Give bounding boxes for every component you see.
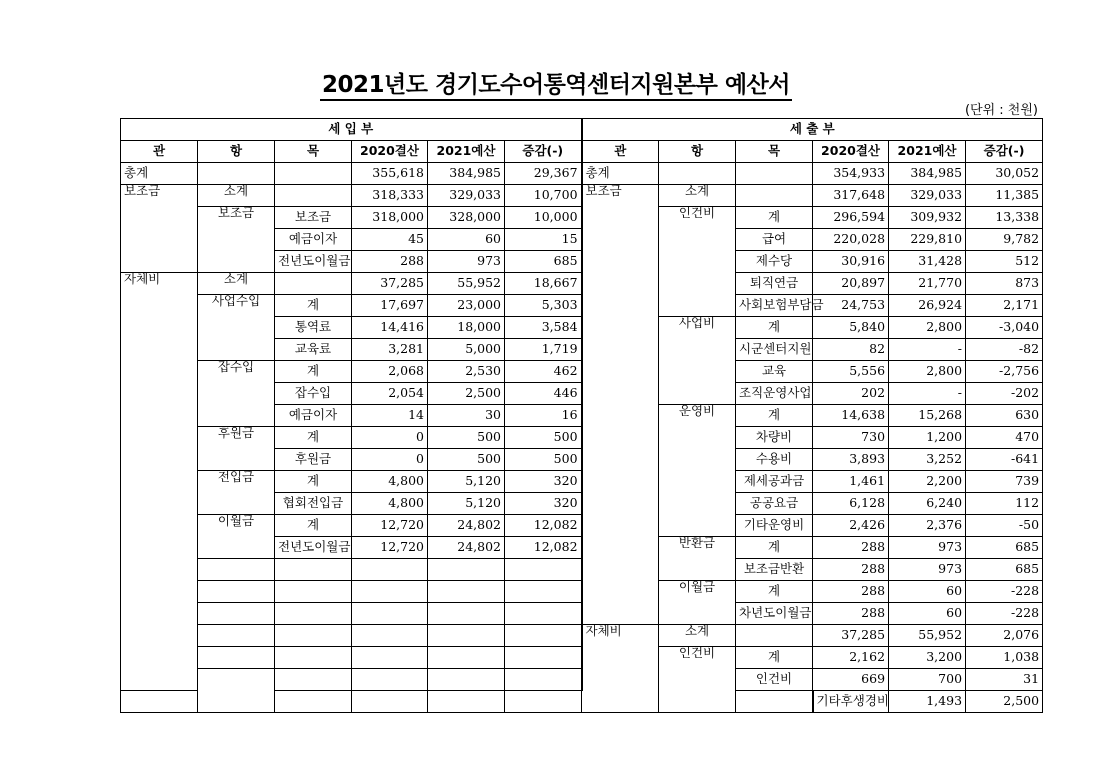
expense-item-cell: 이월금 — [659, 581, 736, 625]
income-settled-2020-cell — [352, 603, 428, 625]
income-settled-2020-cell — [352, 581, 428, 603]
income-settled-2020-cell — [352, 559, 428, 581]
income-change-cell: 3,584 — [505, 317, 582, 339]
expense-subitem-cell: 수용비 — [736, 449, 813, 471]
expense-budget-2021-cell: 973 — [889, 537, 966, 559]
income-subitem-cell: 계 — [275, 295, 352, 317]
column-header-row — [121, 141, 1043, 163]
expense-settled-2020-cell: 288 — [813, 537, 889, 559]
expense-item-cell — [659, 163, 736, 185]
expense-settled-2020-cell: 317,648 — [813, 185, 889, 207]
expense-category-cell: 보조금 — [582, 185, 659, 625]
income-header-0: 관 — [121, 141, 198, 163]
expense-subitem-cell: 교육 — [736, 361, 813, 383]
expense-budget-2021-cell: 15,268 — [889, 405, 966, 427]
income-item-cell: 보조금 — [198, 207, 275, 273]
expense-subitem-cell: 사회보험부담금 — [736, 295, 813, 317]
expense-budget-2021-cell: 3,252 — [889, 449, 966, 471]
income-subitem-cell — [275, 581, 352, 603]
income-item-cell: 소계 — [198, 185, 275, 207]
income-change-cell — [505, 647, 582, 669]
income-change-cell: 15 — [505, 229, 582, 251]
expense-header-0: 관 — [582, 141, 659, 163]
expense-subitem-cell: 보조금반환 — [736, 559, 813, 581]
income-item-cell: 사업수입 — [198, 295, 275, 361]
expense-item-cell: 소계 — [659, 625, 736, 647]
income-change-cell: 29,367 — [505, 163, 582, 185]
expense-change-cell: 9,782 — [966, 229, 1043, 251]
expense-subitem-cell: 계 — [736, 317, 813, 339]
expense-budget-2021-cell: - — [889, 383, 966, 405]
expense-budget-2021-cell: 6,240 — [889, 493, 966, 515]
expense-budget-2021-cell: 2,800 — [889, 361, 966, 383]
income-change-cell: 500 — [505, 449, 582, 471]
income-empty-cell — [428, 691, 505, 713]
expense-change-cell: -82 — [966, 339, 1043, 361]
expense-change-cell: 512 — [966, 251, 1043, 273]
income-settled-2020-cell: 318,333 — [352, 185, 428, 207]
expense-subitem-cell: 급여 — [736, 229, 813, 251]
table-row — [121, 625, 1043, 647]
income-budget-2021-cell — [428, 559, 505, 581]
income-budget-2021-cell: 500 — [428, 427, 505, 449]
expense-budget-2021-cell: 55,952 — [889, 625, 966, 647]
income-settled-2020-cell: 318,000 — [352, 207, 428, 229]
income-budget-2021-cell: 55,952 — [428, 273, 505, 295]
income-change-cell: 10,700 — [505, 185, 582, 207]
income-subitem-cell: 예금이자 — [275, 405, 352, 427]
expense-budget-2021-cell: 60 — [889, 581, 966, 603]
expense-settled-2020-cell: 24,753 — [813, 295, 889, 317]
income-item-cell — [198, 669, 275, 713]
income-empty-cell — [505, 691, 582, 713]
expense-settled-2020-cell: 82 — [813, 339, 889, 361]
income-change-cell: 685 — [505, 251, 582, 273]
income-subitem-cell: 전년도이월금 — [275, 537, 352, 559]
expense-settled-2020-cell: 220,028 — [813, 229, 889, 251]
income-change-cell: 12,082 — [505, 537, 582, 559]
expense-change-cell: 30,052 — [966, 163, 1043, 185]
expense-settled-2020-cell: 5,840 — [813, 317, 889, 339]
expense-change-cell: -228 — [966, 581, 1043, 603]
expense-change-cell: 470 — [966, 427, 1043, 449]
expense-budget-2021-cell: 31,428 — [889, 251, 966, 273]
income-settled-2020-cell: 45 — [352, 229, 428, 251]
income-subitem-cell — [275, 669, 352, 691]
income-subitem-cell: 예금이자 — [275, 229, 352, 251]
expense-settled-2020-cell: 2,426 — [813, 515, 889, 537]
unit-label: (단위 : 천원) — [964, 103, 1038, 118]
income-settled-2020-cell: 3,281 — [352, 339, 428, 361]
income-item-cell: 소계 — [198, 273, 275, 295]
income-item-cell: 잡수입 — [198, 361, 275, 427]
expense-header-3: 2020결산 — [813, 141, 889, 163]
income-subitem-cell: 후원금 — [275, 449, 352, 471]
expense-budget-2021-cell: 2,800 — [889, 317, 966, 339]
income-subitem-cell: 계 — [275, 515, 352, 537]
expense-settled-2020-cell: 30,916 — [813, 251, 889, 273]
expense-change-cell: 31 — [966, 669, 1043, 691]
expense-budget-2021-cell: 384,985 — [889, 163, 966, 185]
expense-budget-2021-cell: 2,376 — [889, 515, 966, 537]
income-subitem-cell — [275, 625, 352, 647]
income-budget-2021-cell: 60 — [428, 229, 505, 251]
expense-settled-2020-cell: 1,493 — [889, 691, 966, 713]
income-change-cell: 500 — [505, 427, 582, 449]
expense-budget-2021-cell: 329,033 — [889, 185, 966, 207]
income-settled-2020-cell: 0 — [352, 427, 428, 449]
income-settled-2020-cell: 14 — [352, 405, 428, 427]
expense-subitem-cell: 시군센터지원 — [736, 339, 813, 361]
income-settled-2020-cell: 12,720 — [352, 515, 428, 537]
income-budget-2021-cell: 5,120 — [428, 493, 505, 515]
income-budget-2021-cell: 329,033 — [428, 185, 505, 207]
section-header-row — [121, 119, 1043, 141]
income-budget-2021-cell: 23,000 — [428, 295, 505, 317]
income-empty-cell — [736, 691, 813, 713]
expense-settled-2020-cell: 37,285 — [813, 625, 889, 647]
income-category-cell: 보조금 — [121, 185, 198, 273]
income-budget-2021-cell: 18,000 — [428, 317, 505, 339]
expense-change-cell: 685 — [966, 559, 1043, 581]
expense-budget-2021-cell: 21,770 — [889, 273, 966, 295]
expense-budget-2021-cell: 2,200 — [889, 471, 966, 493]
expense-settled-2020-cell: 5,556 — [813, 361, 889, 383]
expense-settled-2020-cell: 202 — [813, 383, 889, 405]
income-subitem-cell — [275, 603, 352, 625]
income-change-cell: 320 — [505, 471, 582, 493]
income-subitem-cell — [275, 559, 352, 581]
income-change-cell: 1,719 — [505, 339, 582, 361]
income-change-cell: 16 — [505, 405, 582, 427]
income-subitem-cell: 계 — [275, 471, 352, 493]
expense-subitem-cell — [736, 625, 813, 647]
income-change-cell: 5,303 — [505, 295, 582, 317]
expense-subitem-cell: 계 — [736, 647, 813, 669]
income-budget-2021-cell — [428, 625, 505, 647]
income-change-cell: 12,082 — [505, 515, 582, 537]
income-budget-2021-cell: 384,985 — [428, 163, 505, 185]
expense-subitem-cell: 차량비 — [736, 427, 813, 449]
income-budget-2021-cell — [428, 581, 505, 603]
expense-settled-2020-cell: 354,933 — [813, 163, 889, 185]
income-change-cell: 10,000 — [505, 207, 582, 229]
income-change-cell — [505, 559, 582, 581]
expense-change-cell: 873 — [966, 273, 1043, 295]
expense-item-cell: 사업비 — [659, 317, 736, 405]
expense-header-4: 2021예산 — [889, 141, 966, 163]
expense-section-title: 세 출 부 — [582, 119, 1043, 141]
income-change-cell: 320 — [505, 493, 582, 515]
income-change-cell — [505, 603, 582, 625]
expense-settled-2020-cell: 288 — [813, 559, 889, 581]
table-row — [121, 163, 1043, 185]
income-header-2: 목 — [275, 141, 352, 163]
expense-change-cell: 13,338 — [966, 207, 1043, 229]
income-budget-2021-cell: 500 — [428, 449, 505, 471]
income-settled-2020-cell: 37,285 — [352, 273, 428, 295]
expense-subitem-cell: 공공요금 — [736, 493, 813, 515]
income-settled-2020-cell: 4,800 — [352, 493, 428, 515]
income-section-title: 세 입 부 — [121, 119, 582, 141]
income-empty-cell — [275, 691, 352, 713]
expense-subitem-cell: 계 — [736, 537, 813, 559]
income-settled-2020-cell: 2,054 — [352, 383, 428, 405]
income-settled-2020-cell — [352, 625, 428, 647]
income-settled-2020-cell: 0 — [352, 449, 428, 471]
expense-change-cell: -228 — [966, 603, 1043, 625]
expense-change-cell: 739 — [966, 471, 1043, 493]
income-budget-2021-cell — [428, 603, 505, 625]
expense-change-cell: 2,076 — [966, 625, 1043, 647]
income-settled-2020-cell: 355,618 — [352, 163, 428, 185]
income-subitem-cell — [275, 163, 352, 185]
income-budget-2021-cell — [428, 669, 505, 691]
income-header-5: 증감(-) — [505, 141, 582, 163]
expense-budget-2021-cell: 229,810 — [889, 229, 966, 251]
income-budget-2021-cell: 5,000 — [428, 339, 505, 361]
expense-settled-2020-cell: 296,594 — [813, 207, 889, 229]
expense-settled-2020-cell: 669 — [813, 669, 889, 691]
income-subitem-cell — [275, 273, 352, 295]
income-settled-2020-cell: 2,068 — [352, 361, 428, 383]
income-subitem-cell — [275, 185, 352, 207]
expense-change-cell: -2,756 — [966, 361, 1043, 383]
expense-change-cell: 112 — [966, 493, 1043, 515]
expense-change-cell: -3,040 — [966, 317, 1043, 339]
expense-settled-2020-cell: 1,461 — [813, 471, 889, 493]
expense-item-cell: 소계 — [659, 185, 736, 207]
income-subitem-cell: 교육료 — [275, 339, 352, 361]
income-header-1: 항 — [198, 141, 275, 163]
expense-item-cell: 인건비 — [659, 647, 736, 713]
expense-subitem-cell: 계 — [736, 405, 813, 427]
income-subitem-cell: 전년도이월금 — [275, 251, 352, 273]
expense-budget-2021-cell: 700 — [889, 669, 966, 691]
income-budget-2021-cell — [428, 647, 505, 669]
income-settled-2020-cell — [352, 669, 428, 691]
income-empty-cell — [121, 691, 198, 713]
income-settled-2020-cell — [352, 647, 428, 669]
income-settled-2020-cell: 288 — [352, 251, 428, 273]
expense-header-2: 목 — [736, 141, 813, 163]
expense-change-cell: 11,385 — [966, 185, 1043, 207]
income-budget-2021-cell: 973 — [428, 251, 505, 273]
expense-header-5: 증감(-) — [966, 141, 1043, 163]
expense-subitem-cell: 차년도이월금 — [736, 603, 813, 625]
expense-change-cell: -50 — [966, 515, 1043, 537]
expense-settled-2020-cell: 6,128 — [813, 493, 889, 515]
income-settled-2020-cell: 12,720 — [352, 537, 428, 559]
expense-budget-2021-cell: 2,500 — [966, 691, 1043, 713]
income-budget-2021-cell: 24,802 — [428, 515, 505, 537]
expense-budget-2021-cell: 1,200 — [889, 427, 966, 449]
income-item-cell — [198, 559, 275, 581]
expense-change-cell: -641 — [966, 449, 1043, 471]
expense-budget-2021-cell: 973 — [889, 559, 966, 581]
expense-budget-2021-cell: 309,932 — [889, 207, 966, 229]
income-subitem-cell: 통역료 — [275, 317, 352, 339]
expense-subitem-cell: 제수당 — [736, 251, 813, 273]
income-category-cell: 자체비 — [121, 273, 198, 691]
expense-item-cell: 반환금 — [659, 537, 736, 581]
expense-settled-2020-cell: 2,162 — [813, 647, 889, 669]
income-category-cell: 총계 — [121, 163, 198, 185]
expense-header-1: 항 — [659, 141, 736, 163]
expense-settled-2020-cell: 3,893 — [813, 449, 889, 471]
income-budget-2021-cell: 30 — [428, 405, 505, 427]
budget-table — [120, 118, 1043, 713]
expense-subitem-cell: 퇴직연금 — [736, 273, 813, 295]
income-change-cell: 446 — [505, 383, 582, 405]
income-item-cell: 이월금 — [198, 515, 275, 559]
expense-subitem-cell: 계 — [736, 581, 813, 603]
income-change-cell: 462 — [505, 361, 582, 383]
income-item-cell — [198, 647, 275, 669]
page-title: 2021년도 경기도수어통역센터지원본부 예산서 — [0, 66, 1112, 99]
expense-item-cell: 인건비 — [659, 207, 736, 317]
income-settled-2020-cell: 4,800 — [352, 471, 428, 493]
table-row — [121, 185, 1043, 207]
expense-subitem-cell: 기타운영비 — [736, 515, 813, 537]
expense-settled-2020-cell: 14,638 — [813, 405, 889, 427]
income-item-cell — [198, 163, 275, 185]
expense-budget-2021-cell: 26,924 — [889, 295, 966, 317]
income-change-cell — [505, 581, 582, 603]
expense-settled-2020-cell: 288 — [813, 581, 889, 603]
expense-change-cell: 2,171 — [966, 295, 1043, 317]
expense-category-cell: 총계 — [582, 163, 659, 185]
income-change-cell — [505, 669, 582, 691]
expense-item-cell: 운영비 — [659, 405, 736, 537]
income-subitem-cell: 잡수입 — [275, 383, 352, 405]
expense-change-cell: 685 — [966, 537, 1043, 559]
income-change-cell — [505, 625, 582, 647]
income-header-3: 2020결산 — [352, 141, 428, 163]
expense-category-cell: 자체비 — [582, 625, 659, 713]
expense-subitem-cell: 제세공과금 — [736, 471, 813, 493]
expense-change-cell: -202 — [966, 383, 1043, 405]
income-subitem-cell — [275, 647, 352, 669]
income-header-4: 2021예산 — [428, 141, 505, 163]
expense-budget-2021-cell: 3,200 — [889, 647, 966, 669]
income-settled-2020-cell: 17,697 — [352, 295, 428, 317]
income-subitem-cell: 보조금 — [275, 207, 352, 229]
expense-subitem-cell: 조직운영사업 — [736, 383, 813, 405]
expense-subitem-cell: 계 — [736, 207, 813, 229]
income-subitem-cell: 계 — [275, 361, 352, 383]
income-budget-2021-cell: 328,000 — [428, 207, 505, 229]
income-budget-2021-cell: 5,120 — [428, 471, 505, 493]
income-item-cell — [198, 581, 275, 603]
income-budget-2021-cell: 2,500 — [428, 383, 505, 405]
expense-subitem-cell: 인건비 — [736, 669, 813, 691]
income-settled-2020-cell: 14,416 — [352, 317, 428, 339]
income-item-cell: 전입금 — [198, 471, 275, 515]
income-budget-2021-cell: 2,530 — [428, 361, 505, 383]
expense-settled-2020-cell: 288 — [813, 603, 889, 625]
income-budget-2021-cell: 24,802 — [428, 537, 505, 559]
income-subitem-cell: 계 — [275, 427, 352, 449]
expense-budget-2021-cell: 60 — [889, 603, 966, 625]
income-item-cell — [198, 625, 275, 647]
income-change-cell: 18,667 — [505, 273, 582, 295]
expense-subitem-cell — [736, 163, 813, 185]
income-item-cell — [198, 603, 275, 625]
expense-subitem-cell — [736, 185, 813, 207]
expense-settled-2020-cell: 730 — [813, 427, 889, 449]
expense-change-cell: 1,038 — [966, 647, 1043, 669]
expense-budget-2021-cell: - — [889, 339, 966, 361]
income-subitem-cell: 협회전입금 — [275, 493, 352, 515]
expense-change-cell: 630 — [966, 405, 1043, 427]
income-item-cell: 후원금 — [198, 427, 275, 471]
income-empty-cell — [352, 691, 428, 713]
expense-subitem-cell: 기타후생경비 — [813, 691, 889, 713]
expense-settled-2020-cell: 20,897 — [813, 273, 889, 295]
